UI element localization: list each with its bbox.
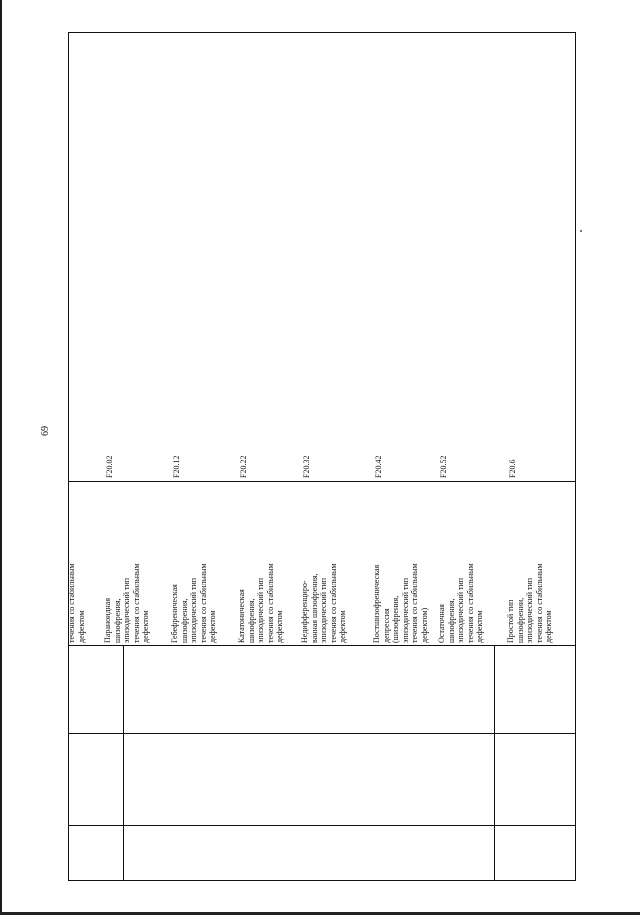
row-description: [237, 563, 285, 643]
row-description: [103, 563, 151, 643]
column-divider-empty-1: [69, 733, 575, 734]
row-code: F20.32: [302, 455, 311, 478]
description-line: дефектом: [544, 610, 554, 643]
row-description: [437, 563, 485, 643]
description-line: течения со стабильным: [67, 563, 76, 643]
description-line: депрессия: [381, 608, 391, 643]
description-line: Остаточная: [437, 604, 446, 643]
description-line: дефектом: [141, 610, 151, 643]
column-divider-empty-2: [69, 825, 575, 826]
description-line: эпизодический тип: [400, 577, 410, 643]
description-line: ванная шизофрения,: [309, 573, 319, 643]
description-line: дефектом: [76, 610, 86, 643]
row-description: [300, 563, 348, 643]
description-line: шизофрении,: [515, 597, 525, 643]
row-code: F20.22: [239, 455, 248, 478]
description-line: эпизодический тип: [456, 577, 466, 643]
description-line: эпизодический тип: [122, 577, 132, 643]
description-line: эпизодический тип: [525, 577, 535, 643]
description-line: дефектом: [208, 610, 218, 643]
column-divider-description: [69, 645, 575, 646]
description-line: течения со стабильным: [328, 563, 338, 643]
column-divider-code: [69, 481, 575, 482]
row-divider: [494, 645, 495, 880]
description-line: Постшизофреническая: [372, 564, 381, 643]
description-line: течения со стабильным: [198, 563, 208, 643]
row-code: F20.02: [105, 455, 114, 478]
description-line: течения со стабильным: [534, 563, 544, 643]
row-code: F20.42: [374, 455, 383, 478]
description-line: дефектом): [419, 607, 429, 643]
row-description: [372, 563, 430, 643]
page-number: 69: [40, 426, 51, 436]
scan-speck: [580, 230, 582, 232]
description-line: течения со стабильным: [265, 563, 275, 643]
description-line: эпизодический тип: [189, 577, 199, 643]
description-line: Недифференциро-: [300, 580, 309, 643]
description-line: шизофрения,: [246, 598, 256, 643]
row-code: F20.6: [508, 459, 517, 478]
row-code: F20.52: [439, 455, 448, 478]
description-line: шизофрения,: [446, 598, 456, 643]
row-description: [67, 563, 86, 643]
description-line: Параноидная: [103, 597, 112, 643]
description-line: течения со стабильным: [465, 563, 475, 643]
description-line: Простой тип: [506, 599, 515, 643]
description-line: дефектом: [275, 610, 285, 643]
scan-left-edge: [0, 0, 2, 915]
description-line: шизофрения,: [112, 598, 122, 643]
row-description: [506, 563, 554, 643]
description-line: течения со стабильным: [410, 563, 420, 643]
row-code: F20.12: [172, 455, 181, 478]
description-line: эпизодический тип: [319, 577, 329, 643]
description-line: шизофрения,: [179, 598, 189, 643]
description-line: Гебефреническая: [170, 584, 179, 643]
description-line: дефектом: [338, 610, 348, 643]
description-line: дефектом: [475, 610, 485, 643]
description-line: эпизодический тип: [256, 577, 266, 643]
description-line: Кататоническая: [237, 589, 246, 643]
data-table: [68, 32, 576, 881]
row-divider: [123, 645, 124, 880]
description-line: (шизофрения,: [391, 595, 401, 643]
row-description: [170, 563, 218, 643]
description-line: течения со стабильным: [131, 563, 141, 643]
